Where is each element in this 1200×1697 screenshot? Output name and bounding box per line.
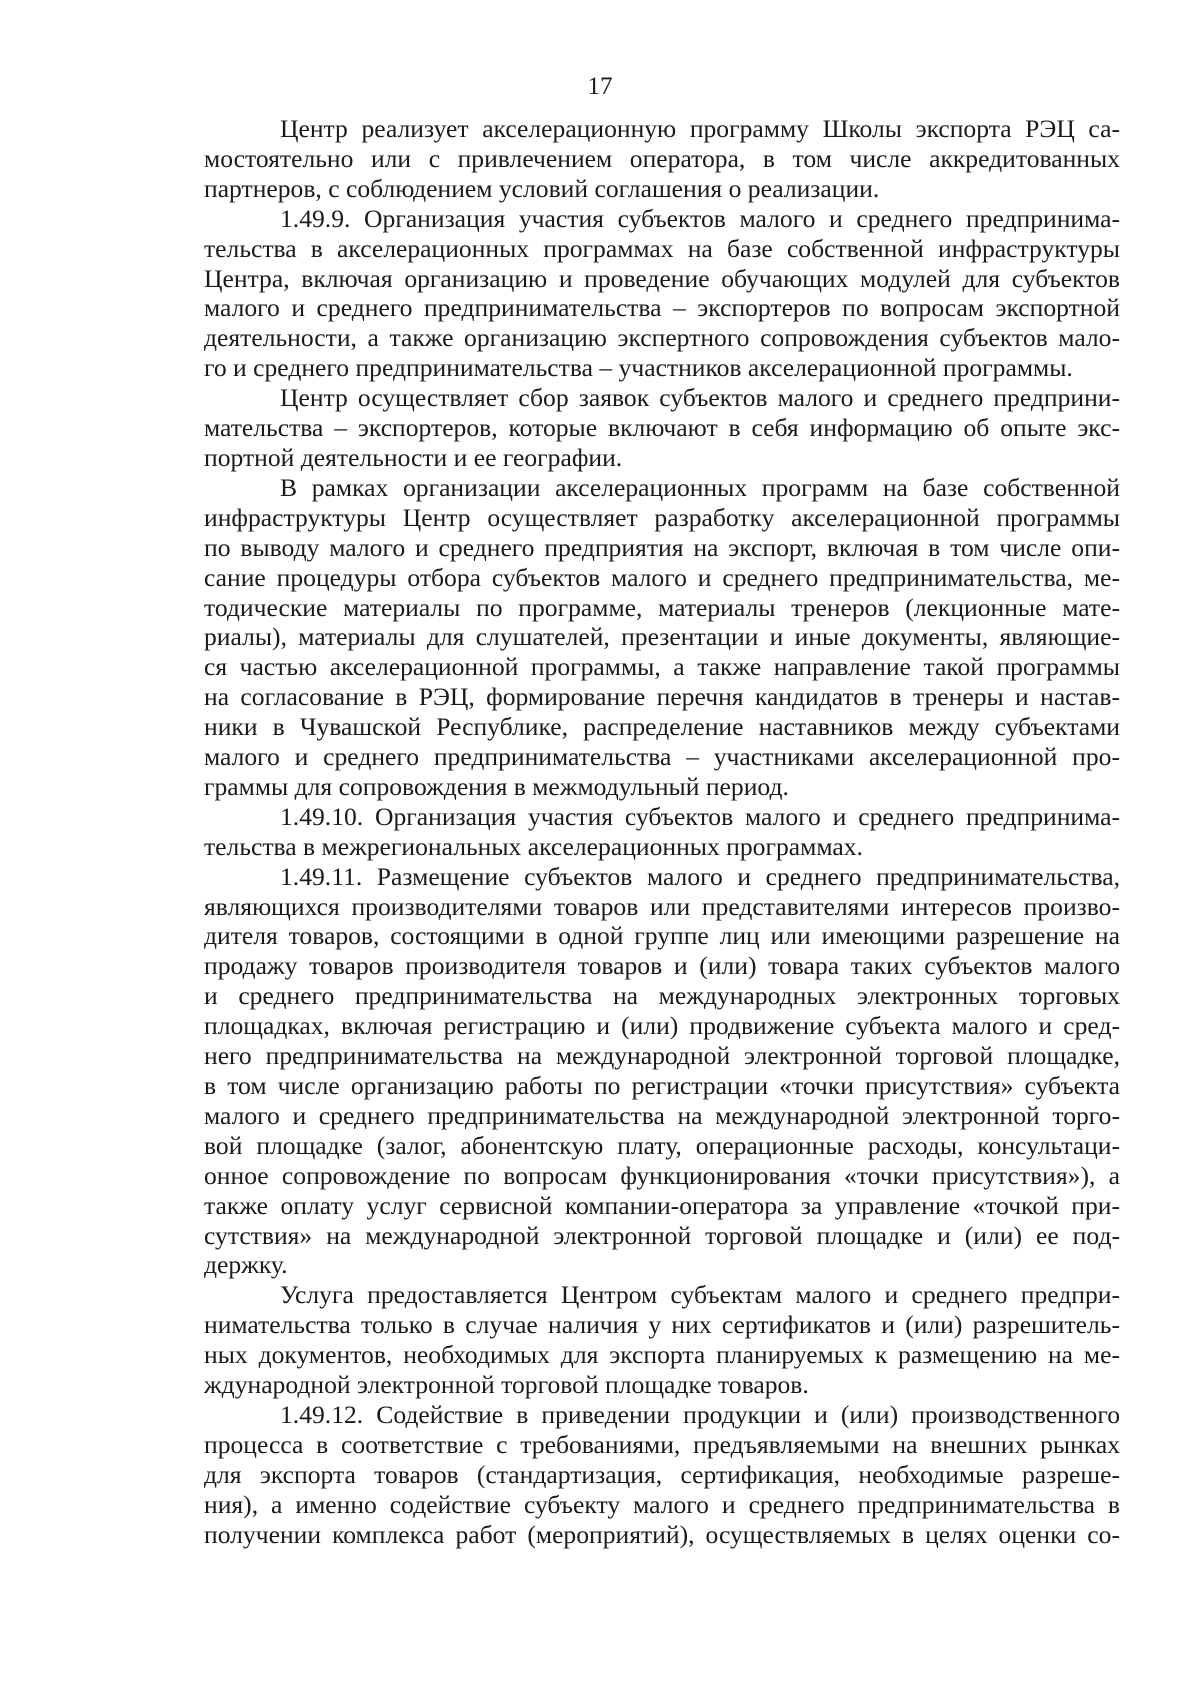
text-line: деятельности, а также организацию экспертного сопровождения субъектов мало- [204,323,1120,353]
text-line: ных документов, необходимых для экспорта планируемых к размещению на ме- [204,1340,1120,1370]
text-line: ники в Чувашской Республике, распределение наставников между субъектами [204,712,1120,742]
text-line: сутствия» на международной электронной торговой площадке и (или) ее под- [204,1220,1120,1250]
text-line: держку. [204,1250,288,1280]
paragraph [204,473,1120,802]
text-line: продажу товаров производителя товаров и (или) товара таких субъектов малого [204,951,1120,981]
paragraph [204,114,1120,204]
text-line: него предпринимательства на международной электронной торговой площадке, [204,1041,1120,1071]
text-line: В рамках организации акселерационных программ на базе собственной [280,472,1120,502]
text-line: Центр осуществляет сбор заявок субъектов малого и среднего предприни- [280,383,1120,413]
text-line: процесса в соответствие с требованиями, предъявляемыми на внешних рынках [204,1429,1120,1459]
text-line: ния), а именно содействие субъекту малого и среднего предпринимательства в [204,1489,1120,1519]
text-line: 1.49.10. Организация участия субъектов малого и среднего предпринима- [280,801,1120,831]
text-line: онное сопровождение по вопросам функционирования «точки присутствия»), а [204,1160,1120,1190]
paragraph [204,1400,1120,1550]
text-line: Центра, включая организацию и проведение обучающих модулей для субъектов [204,263,1120,293]
text-line: мостоятельно или с привлечением оператора, в том числе аккредитованных [204,143,1120,173]
text-line: получении комплекса работ (мероприятий), осуществляемых в целях оценки со- [204,1519,1120,1549]
text-line: Услуга предоставляется Центром субъектам малого и среднего предпри- [280,1280,1120,1310]
text-line: нимательства только в случае наличия у них сертификатов и (или) разрешитель- [204,1310,1120,1340]
text-line: партнеров, с соблюдением условий соглашения о реализации. [204,173,880,203]
text-line: вой площадке (залог, абонентскую плату, операционные расходы, консультаци- [204,1130,1120,1160]
text-line: го и среднего предпринимательства – участников акселерационной программы. [204,353,1073,383]
text-line: по выводу малого и среднего предприятия на экспорт, включая в том числе опи- [204,532,1120,562]
paragraph [204,802,1120,862]
text-line: 1.49.12. Содействие в приведении продукции и (или) производственного [280,1399,1120,1429]
text-line: граммы для сопровождения в межмодульный период. [204,771,789,801]
text-line: малого и среднего предпринимательства – экспортеров по вопросам экспортной [204,293,1120,323]
paragraph [204,862,1120,1281]
text-line: малого и среднего предпринимательства – участниками акселерационной про- [204,742,1120,772]
text-line: 1.49.9. Организация участия субъектов малого и среднего предпринима- [280,203,1120,233]
paragraph [204,1280,1120,1400]
text-line: на согласование в РЭЦ, формирование перечня кандидатов в тренеры и настав- [204,682,1120,712]
text-line: портной деятельности и ее географии. [204,442,623,472]
text-line: ждународной электронной торговой площадке товаров. [204,1370,809,1400]
text-line: инфраструктуры Центр осуществляет разработку акселерационной программы [204,502,1120,532]
text-line: тодические материалы по программе, материалы тренеров (лекционные мате- [204,592,1120,622]
text-line: Центр реализует акселерационную программу Школы экспорта РЭЦ са- [280,114,1120,143]
page-number: 17 [587,73,613,100]
text-line: тельства в акселерационных программах на базе собственной инфраструктуры [204,233,1120,263]
text-line: сание процедуры отбора субъектов малого и среднего предпринимательства, ме- [204,562,1120,592]
paragraph [204,204,1120,383]
paragraph [204,383,1120,473]
text-line: являющихся производителями товаров или представителями интересов произво- [204,891,1120,921]
text-line: для экспорта товаров (стандартизация, сертификация, необходимые разреше- [204,1459,1120,1489]
text-line: площадках, включая регистрацию и (или) продвижение субъекта малого и сред- [204,1011,1120,1041]
text-line: ся частью акселерационной программы, а также направление такой программы [204,652,1120,682]
text-line: малого и среднего предпринимательства на международной электронной торго- [204,1100,1120,1130]
text-line: мательства – экспортеров, которые включают в себя информацию об опыте экс- [204,413,1120,443]
text-line: и среднего предпринимательства на международных электронных торговых [204,981,1120,1011]
document-body [204,114,1120,1550]
text-line: риалы), материалы для слушателей, презентации и иные документы, являющие- [204,622,1120,652]
text-line: 1.49.11. Размещение субъектов малого и среднего предпринимательства, [280,861,1120,891]
text-line: тельства в межрегиональных акселерационных программах. [204,831,863,861]
text-line: также оплату услуг сервисной компании-оператора за управление «точкой при- [204,1190,1120,1220]
text-line: в том числе организацию работы по регистрации «точки присутствия» субъекта [204,1071,1120,1100]
text-line: дителя товаров, состоящими в одной группе лиц или имеющими разрешение на [204,921,1120,951]
